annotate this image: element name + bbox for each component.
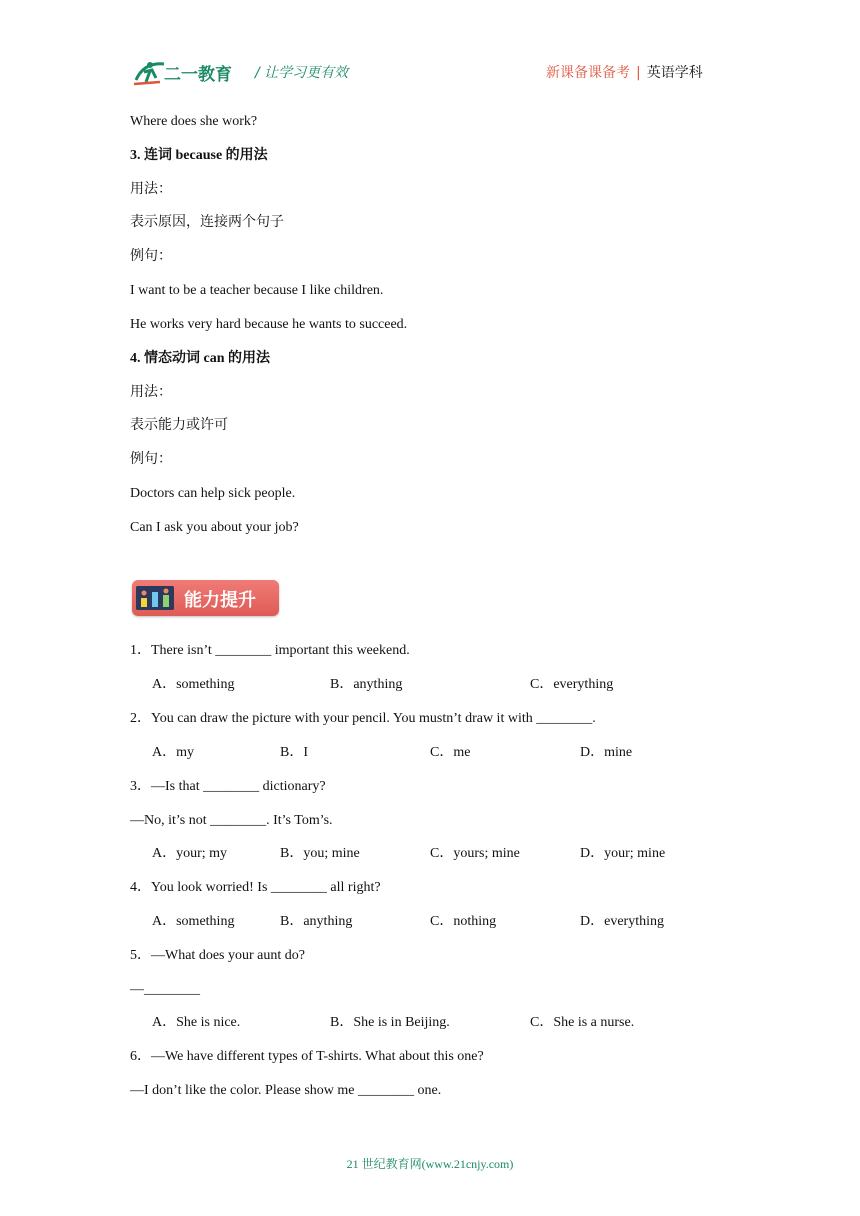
page-footer: 21 世纪教育网(www.21cnjy.com) (346, 1157, 514, 1171)
option-d[interactable]: D．mine (580, 745, 633, 760)
option-c[interactable]: C．She is a nurse. (530, 1015, 635, 1030)
example-label: 例句： (130, 452, 172, 467)
header-slogan: / 让学习更有效 (255, 65, 349, 81)
logo-text: 二一教育 (164, 65, 232, 85)
example-sentence: Can I ask you about your job? (130, 520, 299, 535)
option-c[interactable]: C．nothing (430, 914, 497, 929)
option-c[interactable]: C．me (430, 745, 471, 760)
option-a[interactable]: A．your; my (152, 846, 228, 861)
option-b[interactable]: B．I (280, 745, 308, 760)
question-stem: 5．—What does your aunt do? (130, 948, 305, 963)
option-a[interactable]: A．something (152, 914, 235, 929)
example-sentence: He works very hard because he wants to succeed. (130, 317, 408, 332)
option-b[interactable]: B．She is in Beijing. (330, 1015, 450, 1030)
example-label: 例句： (130, 249, 172, 264)
text-line: Where does she work? (130, 114, 258, 129)
example-sentence: Doctors can help sick people. (130, 486, 296, 501)
option-d[interactable]: D．your; mine (580, 846, 666, 861)
question-stem-line2: —No, it’s not ________. It’s Tom’s. (130, 813, 333, 828)
usage-text: 表示原因，连接两个句子 (130, 215, 284, 230)
option-a[interactable]: A．She is nice. (152, 1015, 241, 1030)
option-a[interactable]: A．something (152, 677, 235, 692)
question-stem: 1．There isn’t ________ important this weekend. (130, 643, 410, 658)
section-heading-can: 4. 情态动词 can 的用法 (130, 351, 270, 366)
option-d[interactable]: D．everything (580, 914, 664, 929)
question-stem: 6．—We have different types of T-shirts. What about this one? (130, 1049, 484, 1064)
question-stem: 3．—Is that ________ dictionary? (130, 779, 326, 794)
option-b[interactable]: B．anything (330, 677, 403, 692)
question-stem-line2: —I don’t like the color. Please show me ________ one. (130, 1083, 442, 1098)
option-b[interactable]: B．you; mine (280, 846, 360, 861)
usage-label: 用法： (130, 182, 172, 197)
option-c[interactable]: C．everything (530, 677, 614, 692)
badge-label: 能力提升 (184, 590, 256, 611)
header-course: 新课备课备考 (546, 65, 630, 81)
option-c[interactable]: C．yours; mine (430, 846, 520, 861)
question-stem: 4．You look worried! Is ________ all right? (130, 880, 381, 895)
example-sentence: I want to be a teacher because I like children. (130, 283, 384, 298)
brand-logo (130, 58, 250, 88)
ability-section-badge (132, 580, 279, 616)
header-right (546, 62, 703, 82)
section-heading-because: 3. 连词 because 的用法 (130, 148, 268, 163)
question-stem: 2．You can draw the picture with your pencil. You mustn’t draw it with ________. (130, 711, 596, 726)
usage-label: 用法： (130, 385, 172, 400)
option-a[interactable]: A．my (152, 745, 194, 760)
header-subject: 英语学科 (646, 65, 703, 81)
chart-icon (136, 586, 174, 610)
question-stem-line2: —________ (130, 982, 200, 997)
header-separator: | (636, 65, 641, 81)
option-b[interactable]: B．anything (280, 914, 353, 929)
usage-text: 表示能力或许可 (130, 418, 228, 433)
